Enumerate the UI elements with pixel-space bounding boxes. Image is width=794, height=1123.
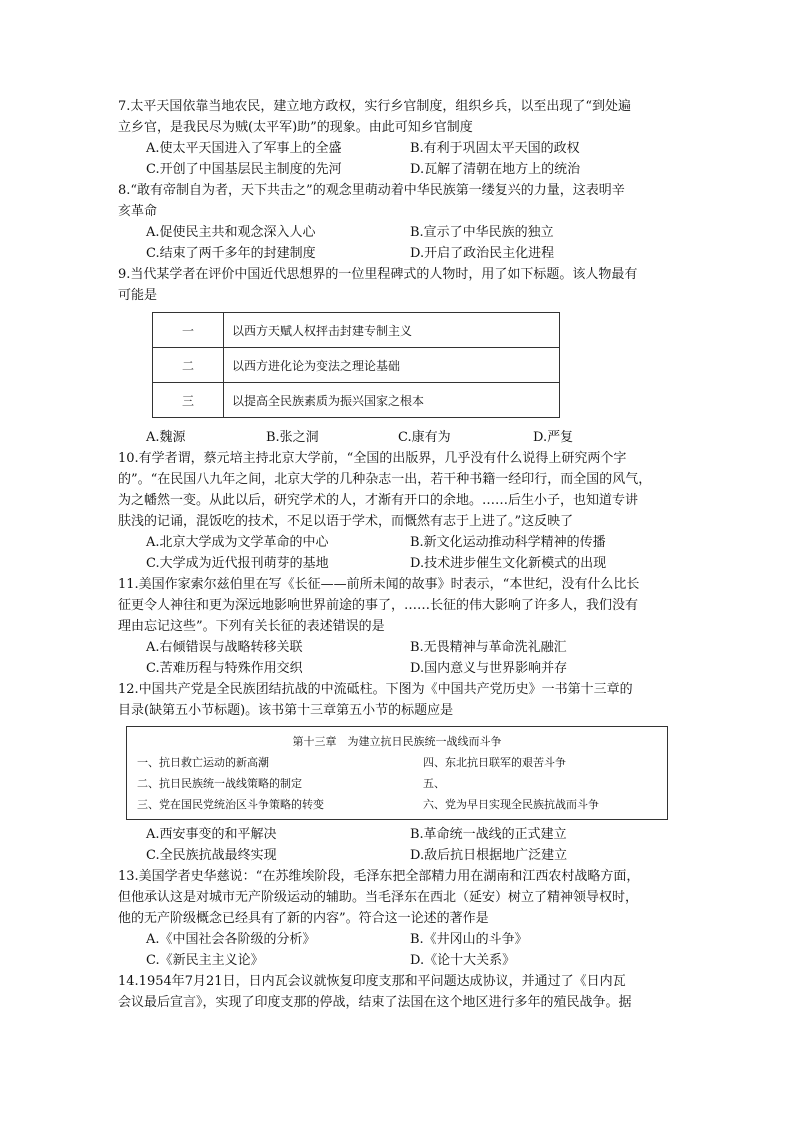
table-row	[153, 348, 560, 383]
q12-stem-line-1: 12.中国共产党是全民族团结抗战的中流砥柱。下图为《中国共产党历史》一书第十三章的	[118, 682, 633, 697]
q10-option-d: D.技术进步催生文化新模式的出现	[410, 556, 607, 571]
q12-option-d: D.敌后抗日根据地广泛建立	[410, 848, 568, 863]
q8-option-c: C.结束了两千多年的封建制度	[146, 246, 316, 261]
q10-option-c: C.大学成为近代报刊萌芽的基地	[146, 556, 329, 571]
q8-option-b: B.宣示了中华民族的独立	[410, 225, 554, 240]
table-cell-num: 二	[153, 348, 224, 383]
contents-item-4: 四、东北抗日联军的艰苦斗争	[423, 756, 566, 769]
q14-stem-line-2: 会议最后宣言》，实现了印度支那的停战，结束了法国在这个地区进行多年的殖民战争。据	[118, 995, 632, 1010]
table-cell-text: 以西方进化论为变法之理论基础	[224, 348, 560, 383]
table-row	[153, 383, 560, 418]
table-cell-num: 一	[153, 313, 224, 348]
q9-option-d: D.严复	[533, 430, 574, 445]
q7-option-b: B.有利于巩固太平天国的政权	[410, 141, 580, 156]
q10-stem-line-4: 肤浅的记诵，混饭吃的技术，不足以语于学术，而慨然有志于上进了。”这反映了	[118, 514, 574, 529]
table-cell-num: 三	[153, 383, 224, 418]
q9-option-a: A.魏源	[146, 430, 186, 445]
table-row	[153, 313, 560, 348]
q9-stem-line-1: 9.当代某学者在评价中国近代思想界的一位里程碑式的人物时，用了如下标题。该人物最有	[118, 267, 638, 282]
q7-stem-line-1: 7.太平天国依靠当地农民，建立地方政权，实行乡官制度，组织乡兵，以至出现了“到处遍	[118, 99, 632, 114]
q7-stem-line-2: 立乡官，是我民尽为贼(太平军)助”的现象。由此可知乡官制度	[118, 120, 473, 135]
q9-option-b: B.张之洞	[266, 430, 319, 445]
q13-stem-line-2: 但他承认这是对城市无产阶级运动的辅助。当毛泽东在西北（延安）树立了精神领导权时，	[118, 890, 639, 905]
q8-option-d: D.开启了政治民主化进程	[410, 246, 555, 261]
q11-stem-line-2: 征更令人神往和更为深远地影响世界前途的事了，……长征的伟大影响了许多人，我们没有	[118, 598, 639, 613]
q11-stem-line-1: 11.美国作家索尔兹伯里在写《长征——前所未闻的故事》时表示，“本世纪，没有什么比长	[118, 577, 640, 592]
q11-option-c: C.苦难历程与特殊作用交织	[146, 661, 303, 676]
q10-stem-line-2: 的”。“在民国八九年之间，北京大学的几种杂志一出，若干种书籍一经印行，而全国的风气，	[118, 472, 652, 487]
q7-option-a: A.使太平天国进入了军事上的全盛	[146, 141, 342, 156]
chapter-title: 第十三章 为建立抗日民族统一战线而斗争	[292, 735, 502, 748]
q8-stem-line-2: 亥革命	[118, 204, 158, 219]
q10-stem-line-1: 10.有学者谓，蔡元培主持北京大学前，“全国的出版界，几乎没有什么说得上研究两个字	[118, 451, 627, 466]
q12-option-a: A.西安事变的和平解决	[146, 827, 277, 842]
q13-option-d: D.《论十大关系》	[410, 953, 516, 968]
q7-option-d: D.瓦解了清朝在地方上的统治	[410, 162, 581, 177]
q10-option-b: B.新文化运动推动科学精神的传播	[410, 535, 606, 550]
q12-contents-box	[126, 726, 668, 820]
q11-stem-line-3: 理由忘记这些”。下列有关长征的表述错误的是	[118, 619, 385, 634]
q11-option-b: B.无畏精神与革命洗礼融汇	[410, 640, 567, 655]
q10-stem-line-3: 为之幡然一变。从此以后，研究学术的人，才渐有开口的余地。……后生小子，也知道专讲	[118, 493, 639, 508]
q14-stem-line-1: 14.1954年7月21日，日内瓦会议就恢复印度支那和平问题达成协议，并通过了《日内瓦	[118, 974, 626, 989]
q9-title-table	[152, 312, 560, 418]
q9-stem-line-2: 可能是	[118, 288, 158, 303]
q12-option-b: B.革命统一战线的正式建立	[410, 827, 567, 842]
contents-item-3: 三、党在国民党统治区斗争策略的转变	[137, 798, 324, 811]
q10-option-a: A.北京大学成为文学革命的中心	[146, 535, 329, 550]
q13-option-b: B.《井冈山的斗争》	[410, 932, 528, 947]
contents-item-6: 六、党为早日实现全民族抗战而斗争	[423, 798, 599, 811]
q13-option-c: C.《新民主主义论》	[146, 953, 264, 968]
table-cell-text: 以西方天赋人权抨击封建专制主义	[224, 313, 560, 348]
q12-option-c: C.全民族抗战最终实现	[146, 848, 277, 863]
table-cell-text: 以提高全民族素质为振兴国家之根本	[224, 383, 560, 418]
q7-option-c: C.开创了中国基层民主制度的先河	[146, 162, 342, 177]
q13-option-a: A.《中国社会各阶级的分析》	[146, 932, 316, 947]
contents-item-2: 二、抗日民族统一战线策略的制定	[137, 777, 302, 790]
contents-item-1: 一、抗日救亡运动的新高潮	[137, 756, 269, 769]
q13-stem-line-1: 13.美国学者史华慈说：“在苏维埃阶段，毛泽东把全部精力用在湖南和江西农村战略方面，	[118, 869, 640, 884]
q13-stem-line-3: 他的无产阶级概念已经具有了新的内容”。符合这一论述的著作是	[118, 911, 489, 926]
q8-stem-line-1: 8.“敢有帝制自为者，天下共击之”的观念里萌动着中华民族第一缕复兴的力量，这表明辛	[118, 183, 625, 198]
q11-option-a: A.右倾错误与战略转移关联	[146, 640, 303, 655]
contents-item-5: 五、	[423, 777, 445, 790]
q9-option-c: C.康有为	[398, 430, 451, 445]
q11-option-d: D.国内意义与世界影响并存	[410, 661, 568, 676]
q12-stem-line-2: 目录(缺第五小节标题)。该书第十三章第五小节的标题应是	[118, 703, 454, 718]
q8-option-a: A.促使民主共和观念深入人心	[146, 225, 316, 240]
